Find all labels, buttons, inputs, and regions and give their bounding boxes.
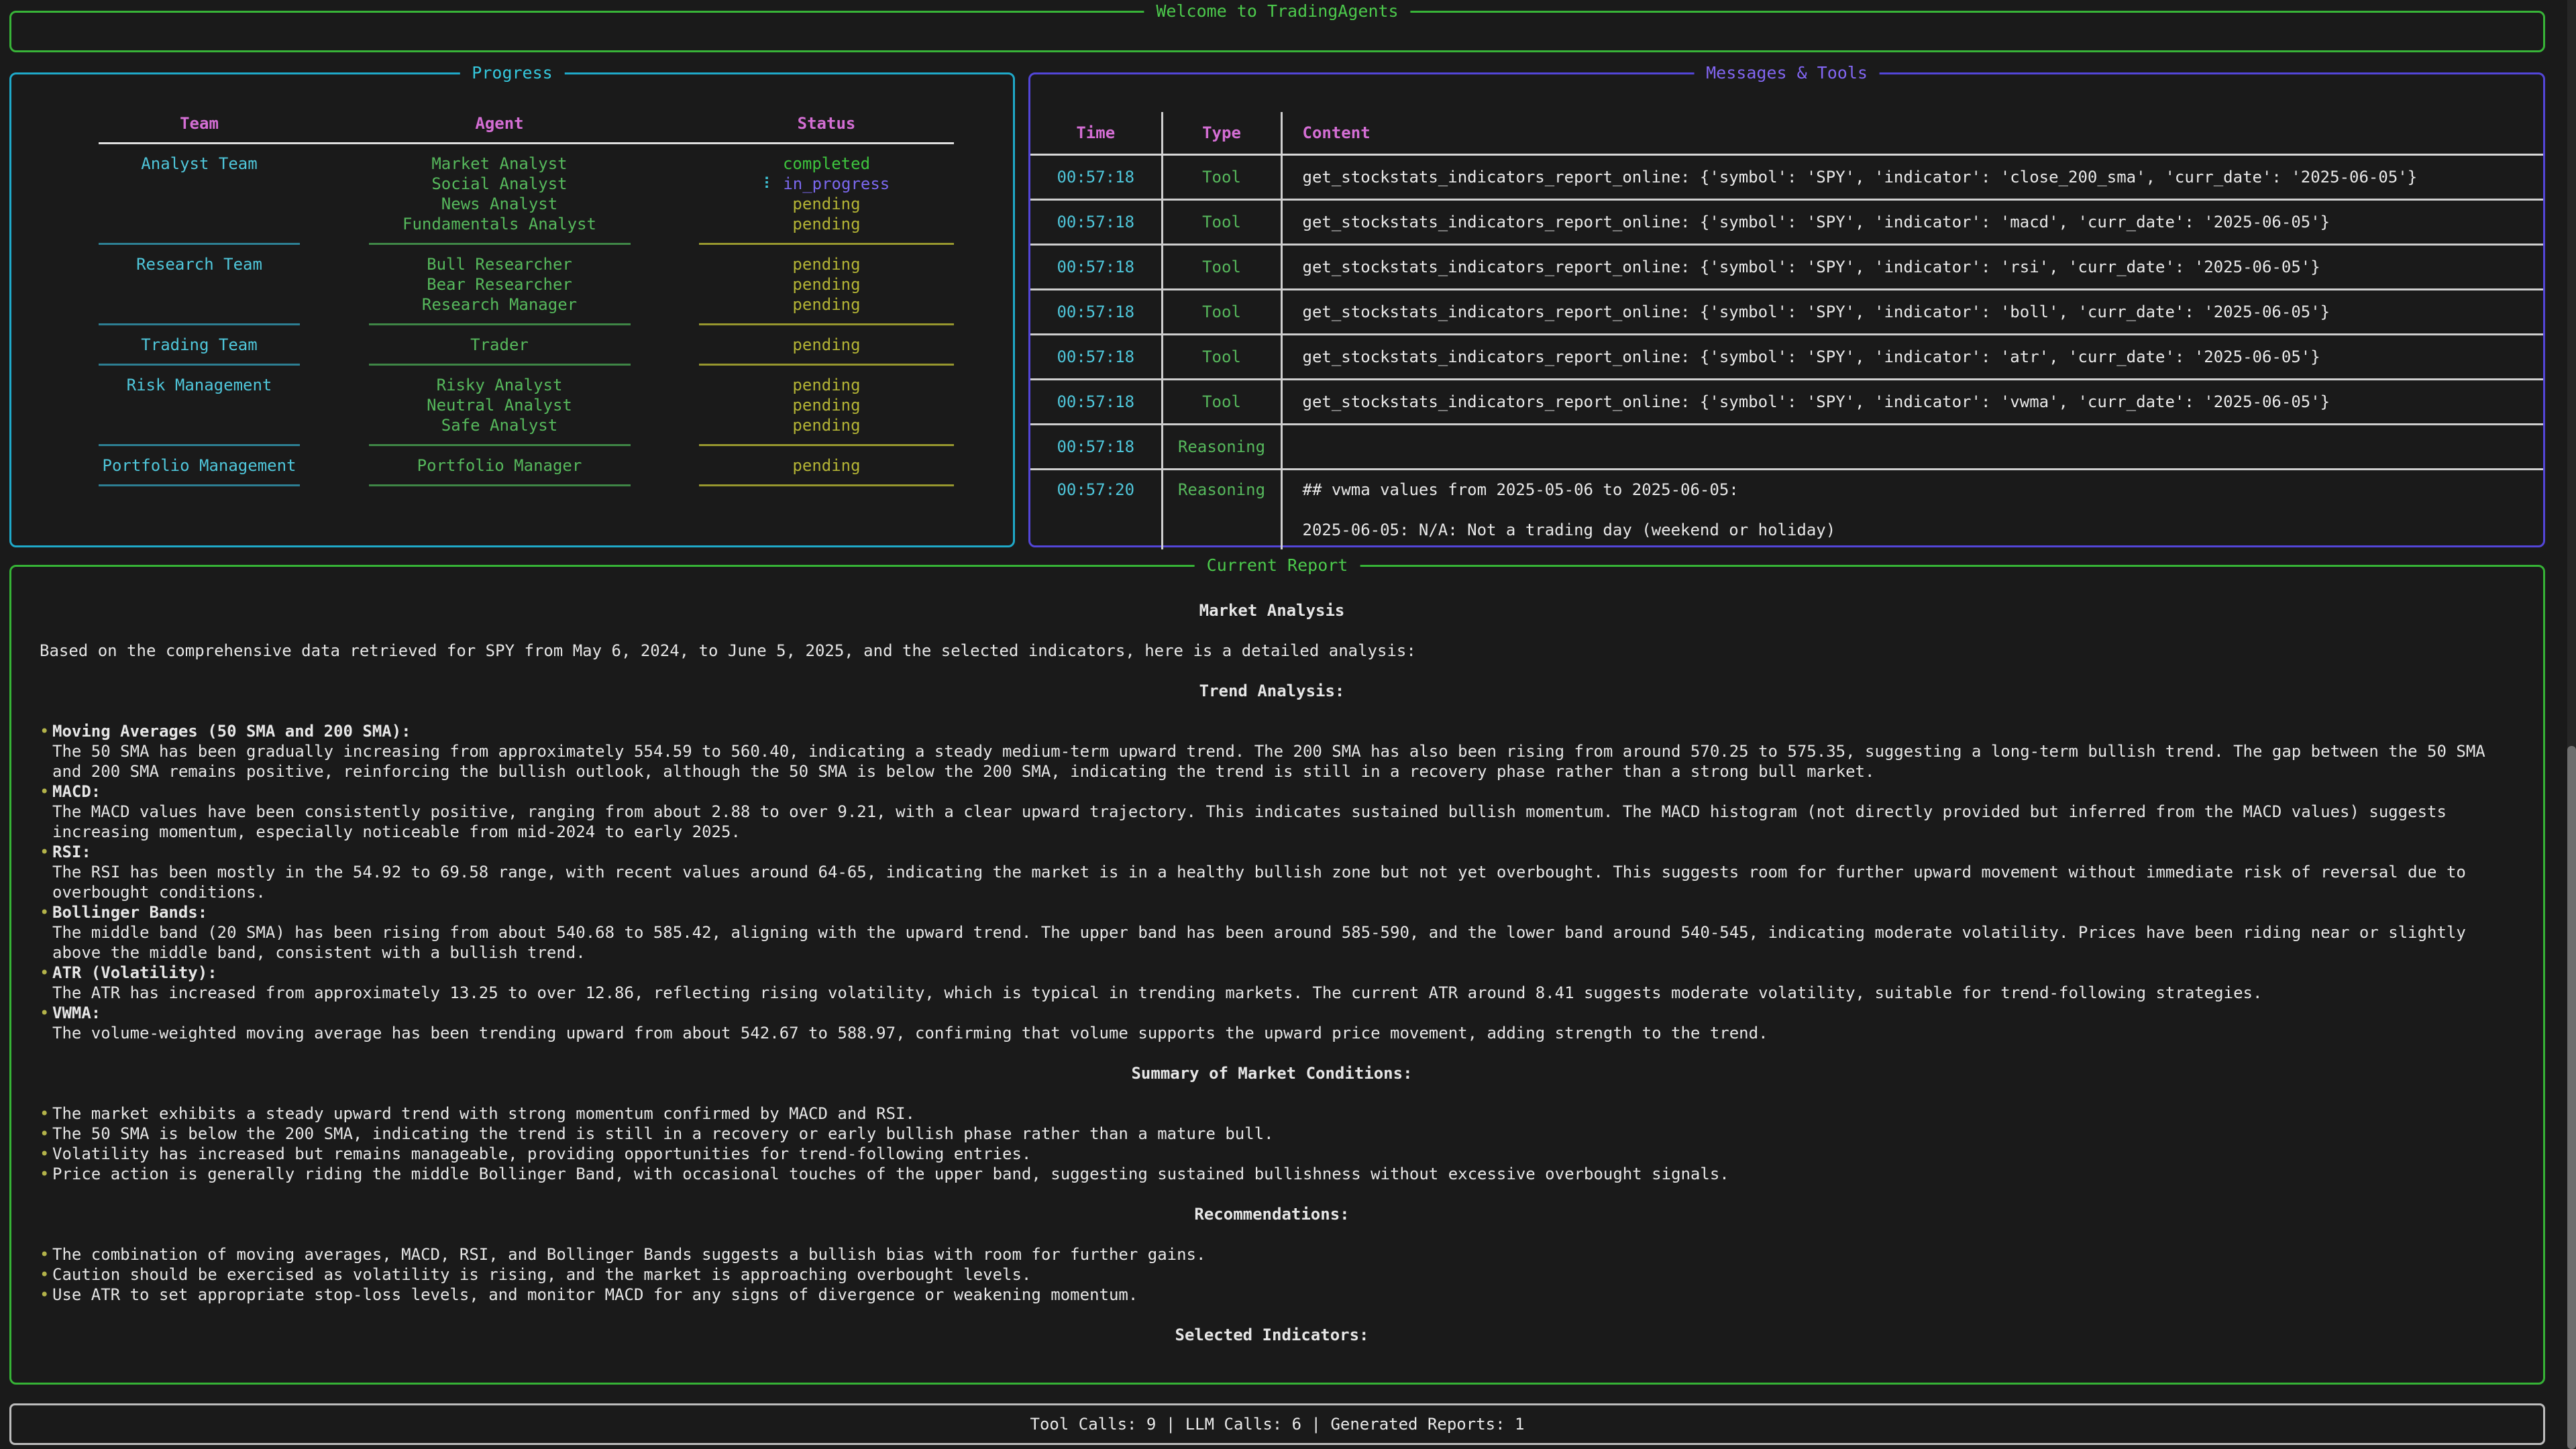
report-bullet-body: The combination of moving averages, MACD, RSI, and Bollinger Bands suggests a bullish bias with room for further gains.	[52, 1245, 1206, 1264]
bullet-icon: •	[40, 1165, 50, 1183]
message-content-line: get_stockstats_indicators_report_online: {'symbol': 'SPY', 'indicator': 'close_200_sma', 'curr_date': '2025-06-05'}	[1302, 168, 2418, 186]
progress-cell-status: pending	[792, 195, 861, 213]
bullet-icon: •	[40, 963, 50, 982]
main-row	[9, 63, 2545, 547]
message-content	[1281, 380, 2543, 425]
messages-header-row	[1030, 112, 2543, 155]
report-bullet-content	[52, 1144, 1031, 1164]
report-bullet-content	[52, 782, 2504, 842]
message-content-line: 2025-06-05: N/A: Not a trading day (weekend or holiday)	[1302, 521, 1836, 539]
bullet-icon: •	[40, 1144, 50, 1163]
progress-separator-agent	[369, 315, 631, 335]
report-bullet-label: VWMA:	[52, 1004, 101, 1022]
bullet-icon: •	[40, 1265, 50, 1284]
progress-cell-agent: Bull Researcher	[427, 255, 572, 274]
message-type: Tool	[1162, 335, 1281, 380]
progress-cell-agent: Market Analyst	[431, 154, 568, 173]
progress-col-team: Team	[180, 114, 219, 133]
report-panel-title: Current Report	[1195, 555, 1360, 576]
report-bullet-body: Price action is generally riding the middle Bollinger Band, with occasional touches of the upper band, suggesting sustained bullishness without excessive overbought signals.	[52, 1165, 1729, 1183]
progress-cell-status: pending	[792, 376, 861, 394]
message-content-line	[1303, 437, 2543, 457]
report-bullet-content	[52, 842, 2504, 902]
report-bullet-item	[40, 721, 2504, 782]
progress-separator-team	[99, 234, 300, 254]
report-bullet-content	[52, 1285, 1138, 1305]
message-time: 00:57:18	[1030, 200, 1162, 245]
message-content	[1281, 470, 2543, 550]
message-type: Tool	[1162, 155, 1281, 200]
report-bullet-item	[40, 1244, 2504, 1265]
progress-separator-team	[99, 355, 300, 375]
message-type: Tool	[1162, 290, 1281, 335]
progress-cell-team: Analyst Team	[141, 154, 258, 173]
progress-separator-status	[699, 355, 954, 375]
progress-cell-status: pending	[792, 456, 861, 475]
messages-panel-title: Messages & Tools	[1694, 62, 1880, 84]
bullet-icon: •	[40, 782, 50, 801]
message-time: 00:57:18	[1030, 380, 1162, 425]
progress-cell-status: pending	[792, 215, 861, 233]
message-row	[1030, 470, 2543, 550]
bullet-icon: •	[40, 1004, 50, 1022]
messages-col-time: Time	[1030, 112, 1162, 155]
report-bullet-body: The volume-weighted moving average has been trending upward from about 542.67 to 588.97, confirming that volume supports the upward price movement, adding strength to the trend.	[52, 1024, 1768, 1042]
progress-cell-status: pending	[792, 416, 861, 435]
progress-cell-agent: Social Analyst	[431, 174, 568, 193]
progress-table	[11, 74, 1013, 496]
report-paragraph: Based on the comprehensive data retrieved for SPY from May 6, 2024, to June 5, 2025, and the selected indicators, here is a detailed analysis:	[40, 641, 1416, 660]
progress-cell-agent: Fundamentals Analyst	[402, 215, 596, 233]
message-content	[1281, 155, 2543, 200]
messages-rows	[1030, 155, 2543, 550]
message-row	[1030, 155, 2543, 200]
report-bullet-body: The 50 SMA is below the 200 SMA, indicating the trend is still in a recovery or early bullish phase rather than a mature bull.	[52, 1124, 1274, 1143]
message-content-line	[1303, 500, 2543, 520]
progress-cell-agent: Bear Researcher	[427, 275, 572, 294]
report-heading: Summary of Market Conditions:	[1131, 1064, 1413, 1083]
report-body	[11, 567, 2543, 1345]
progress-cell-team: Risk Management	[126, 376, 272, 394]
stats-footer-text: Tool Calls: 9 | LLM Calls: 6 | Generated Reports: 1	[1030, 1415, 1525, 1434]
report-heading: Trend Analysis:	[1199, 682, 1345, 700]
report-bullet-item	[40, 1003, 2504, 1043]
report-bullet-label: ATR (Volatility):	[52, 963, 217, 982]
report-bullet-item	[40, 963, 2504, 1003]
progress-cell-agent: News Analyst	[441, 195, 558, 213]
message-content-line: get_stockstats_indicators_report_online: {'symbol': 'SPY', 'indicator': 'atr', 'curr_date': '2025-06-05'}	[1302, 347, 2320, 366]
welcome-panel	[9, 1, 2545, 52]
report-bullet-item	[40, 842, 2504, 902]
bullet-icon: •	[40, 1104, 50, 1123]
messages-panel	[1028, 63, 2545, 547]
bullet-icon: •	[40, 1245, 50, 1264]
message-content-line: get_stockstats_indicators_report_online: {'symbol': 'SPY', 'indicator': 'boll', 'curr_date': '2025-06-05'}	[1302, 303, 2330, 321]
report-bullet-body: The 50 SMA has been gradually increasing from approximately 554.59 to 560.40, indicating a steady medium-term upward trend. The 200 SMA has also been rising from around 570.25 to 575.35, suggesting a long-term bullish trend. The gap between the 50 SMA and 200 SMA remains positive, reinforcing the bullish outlook, although the 50 SMA is below the 200 SMA, indicating the trend is still in a recovery phase rather than a strong bull market.	[52, 742, 2485, 781]
report-bullet-label: RSI:	[52, 843, 91, 861]
terminal-scrollbar-thumb[interactable]	[2567, 746, 2576, 1449]
stats-footer-panel	[9, 1403, 2545, 1445]
messages-col-content: Content	[1281, 112, 2543, 155]
report-bullet-body: The market exhibits a steady upward trend with strong momentum confirmed by MACD and RSI.	[52, 1104, 915, 1123]
progress-separator-team	[99, 315, 300, 335]
report-bullet-item	[40, 782, 2504, 842]
progress-cell-team: Portfolio Management	[102, 456, 297, 475]
report-heading: Recommendations:	[1194, 1205, 1350, 1224]
message-content-line: ## vwma values from 2025-05-06 to 2025-06-05:	[1302, 480, 1739, 499]
progress-cell-team	[99, 294, 300, 315]
message-type: Reasoning	[1162, 425, 1281, 470]
progress-header-separator	[99, 133, 954, 154]
bullet-icon: •	[40, 1285, 50, 1304]
progress-separator-status	[699, 315, 954, 335]
progress-cell-agent: Research Manager	[421, 295, 578, 314]
report-panel	[9, 555, 2545, 1385]
message-row	[1030, 245, 2543, 290]
progress-cell-team	[99, 415, 300, 435]
messages-table	[1030, 112, 2543, 549]
progress-cell-team	[99, 395, 300, 415]
message-type: Reasoning	[1162, 470, 1281, 550]
report-bullet-body: Caution should be exercised as volatility is rising, and the market is approaching overbought levels.	[52, 1265, 1032, 1284]
message-content	[1281, 335, 2543, 380]
progress-separator-status	[699, 476, 954, 496]
report-bullet-content	[52, 963, 2262, 1003]
progress-cell-status: pending	[792, 255, 861, 274]
report-bullet-item	[40, 1104, 2504, 1124]
message-content	[1281, 245, 2543, 290]
progress-cell-team	[99, 274, 300, 294]
report-bullet-body: The RSI has been mostly in the 54.92 to 69.58 range, with recent values around 64-65, indicating the market is in a healthy bullish zone but not yet overbought. This suggests room for further upward movement without immediate risk of reversal due to overbought conditions.	[52, 863, 2466, 902]
message-row	[1030, 425, 2543, 470]
progress-separator-status	[699, 234, 954, 254]
progress-cell-status: pending	[792, 275, 861, 294]
message-content-line: get_stockstats_indicators_report_online: {'symbol': 'SPY', 'indicator': 'macd', 'curr_date': '2025-06-05'}	[1302, 213, 2330, 231]
message-type: Tool	[1162, 200, 1281, 245]
progress-cell-team	[99, 194, 300, 214]
terminal-scrollbar-track[interactable]	[2567, 0, 2576, 1449]
progress-cell-status: completed	[782, 154, 871, 173]
progress-separator-team	[99, 476, 300, 496]
report-bullet-content	[52, 1244, 1205, 1265]
progress-separator-agent	[369, 355, 631, 375]
report-bullet-list	[40, 721, 2504, 1043]
progress-cell-team	[99, 214, 300, 234]
spinner-icon: ⠇	[763, 174, 775, 193]
progress-panel	[9, 63, 1015, 547]
message-content-line: get_stockstats_indicators_report_online: {'symbol': 'SPY', 'indicator': 'vwma', 'curr_date': '2025-06-05'}	[1302, 392, 2330, 411]
report-bullet-content	[52, 1265, 1031, 1285]
progress-cell-status: ⠇ in_progress	[763, 174, 890, 193]
report-bullet-content	[52, 721, 2504, 782]
message-row	[1030, 380, 2543, 425]
messages-col-type: Type	[1162, 112, 1281, 155]
message-row	[1030, 335, 2543, 380]
report-bullet-label: Bollinger Bands:	[52, 903, 208, 922]
message-content	[1281, 200, 2543, 245]
report-bullet-item	[40, 1124, 2504, 1144]
report-bullet-list	[40, 1104, 2504, 1184]
message-time: 00:57:20	[1030, 470, 1162, 550]
report-bullet-item	[40, 1164, 2504, 1184]
progress-separator-agent	[369, 476, 631, 496]
report-bullet-content	[52, 1124, 1274, 1144]
message-row	[1030, 200, 2543, 245]
progress-cell-agent: Safe Analyst	[441, 416, 558, 435]
report-bullet-body: The MACD values have been consistently positive, ranging from about 2.88 to over 9.21, with a clear upward trajectory. This indicates sustained bullish momentum. The MACD histogram (not directly provided but inferred from the MACD values) suggests increasing momentum, especially noticeable from mid-2024 to early 2025.	[52, 802, 2447, 841]
message-time: 00:57:18	[1030, 290, 1162, 335]
report-bullet-item	[40, 1144, 2504, 1164]
progress-cell-agent: Risky Analyst	[436, 376, 563, 394]
report-bullet-body: The ATR has increased from approximately 13.25 to over 12.86, reflecting rising volatility, which is typical in trending markets. The current ATR around 8.41 suggests moderate volatility, suitable for trend-following strategies.	[52, 983, 2263, 1002]
progress-cell-agent: Portfolio Manager	[417, 456, 582, 475]
report-bullet-label: MACD:	[52, 782, 101, 801]
report-bullet-item	[40, 1265, 2504, 1285]
bullet-icon: •	[40, 722, 50, 741]
report-bullet-body: Use ATR to set appropriate stop-loss levels, and monitor MACD for any signs of divergence or weakening momentum.	[52, 1285, 1138, 1304]
message-row	[1030, 290, 2543, 335]
progress-separator-team	[99, 435, 300, 455]
progress-cell-agent: Trader	[470, 335, 529, 354]
message-time: 00:57:18	[1030, 335, 1162, 380]
message-time: 00:57:18	[1030, 425, 1162, 470]
progress-cell-agent: Neutral Analyst	[427, 396, 572, 415]
message-time: 00:57:18	[1030, 245, 1162, 290]
app-title: Welcome to TradingAgents	[1144, 1, 1410, 22]
progress-col-agent: Agent	[475, 114, 524, 133]
progress-cell-team	[99, 174, 300, 194]
report-bullet-content	[52, 902, 2504, 963]
bullet-icon: •	[40, 1124, 50, 1143]
message-type: Tool	[1162, 380, 1281, 425]
progress-cell-team: Research Team	[136, 255, 262, 274]
bullet-icon: •	[40, 903, 50, 922]
progress-separator-agent	[369, 435, 631, 455]
progress-separator-agent	[369, 234, 631, 254]
report-bullet-list	[40, 1244, 2504, 1305]
report-bullet-body: The middle band (20 SMA) has been rising from about 540.68 to 585.42, aligning with the upward trend. The upper band has been around 585-590, and the lower band around 540-545, indicating moderate volatility. Prices have been riding near or slightly above the middle band, consistent with a bullish trend.	[52, 923, 2466, 962]
message-content-line: get_stockstats_indicators_report_online: {'symbol': 'SPY', 'indicator': 'rsi', 'curr_date': '2025-06-05'}	[1302, 258, 2320, 276]
report-bullet-item	[40, 1285, 2504, 1305]
report-heading: Market Analysis	[1199, 601, 1345, 620]
message-content	[1281, 290, 2543, 335]
message-type: Tool	[1162, 245, 1281, 290]
message-content	[1281, 425, 2543, 470]
report-bullet-label: Moving Averages (50 SMA and 200 SMA):	[52, 722, 411, 741]
report-bullet-item	[40, 902, 2504, 963]
progress-cell-status: pending	[792, 396, 861, 415]
report-bullet-content	[52, 1164, 1729, 1184]
bullet-icon: •	[40, 843, 50, 861]
message-time: 00:57:18	[1030, 155, 1162, 200]
report-bullet-content	[52, 1003, 1768, 1043]
progress-cell-status: pending	[792, 335, 861, 354]
report-heading: Selected Indicators:	[1175, 1326, 1369, 1344]
progress-cell-team: Trading Team	[141, 335, 258, 354]
report-bullet-content	[52, 1104, 915, 1124]
progress-separator-status	[699, 435, 954, 455]
report-bullet-body: Volatility has increased but remains manageable, providing opportunities for trend-following entries.	[52, 1144, 1032, 1163]
progress-panel-title: Progress	[460, 62, 564, 84]
progress-col-status: Status	[797, 114, 856, 133]
progress-cell-status: pending	[792, 295, 861, 314]
